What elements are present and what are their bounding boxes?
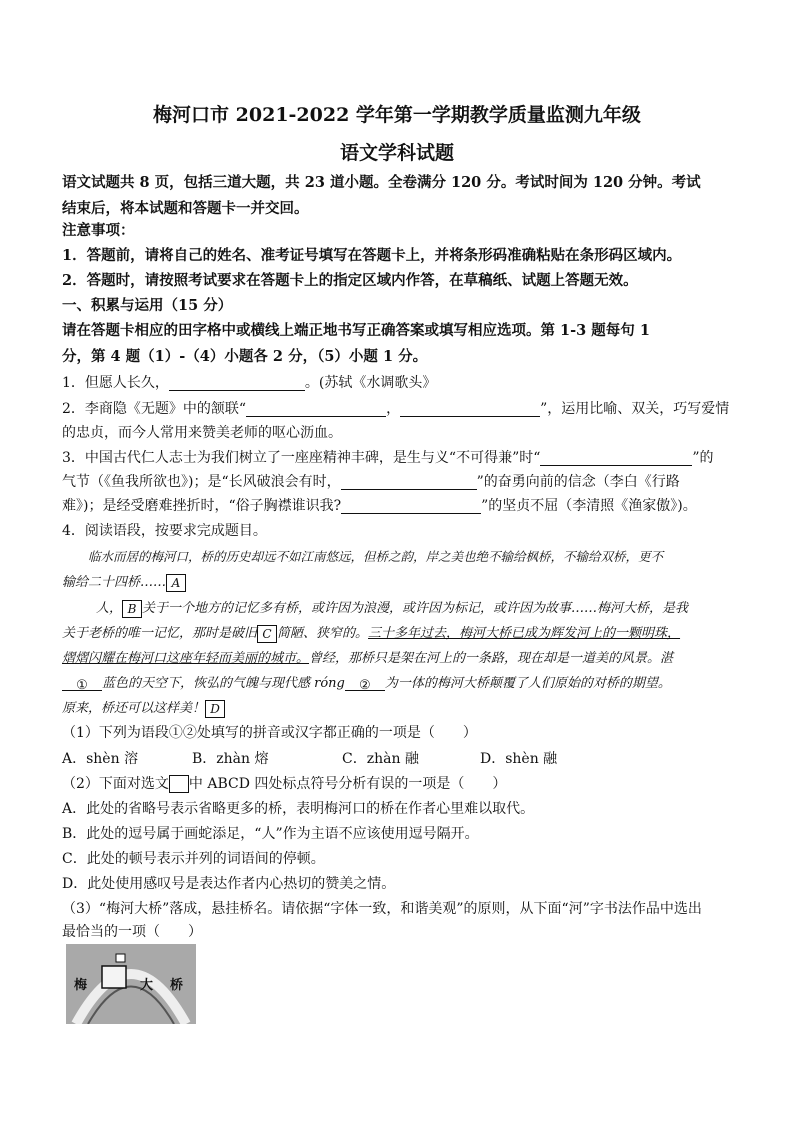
- mark-box-c: C: [257, 625, 277, 643]
- mark-box-d: D: [205, 700, 225, 718]
- question-3-line-2: 气节（《鱼我所欲也》)；是“长风破浪会有时， ”的奋勇向前的信念（李白《行路: [62, 474, 680, 490]
- sub-question-1: （1）下列为语段①②处填写的拼音或汉字都正确的一项是（ ）: [62, 725, 477, 741]
- option-b[interactable]: B．zhàn 熔: [192, 751, 269, 767]
- question-2-cont: 的忠贞，而今人常用来赞美老师的呕心沥血。: [62, 425, 342, 441]
- exam-title: 梅河口市 2021-2022 学年第一学期教学质量监测九年级: [153, 104, 641, 126]
- photo-char-3: 桥: [170, 978, 184, 993]
- passage-line-5: 熠熠闪耀在梅河口这座年轻而美丽的城市。曾经，那桥只是架在河上的一条路，现在却是一道美的风景。湛: [62, 651, 674, 666]
- passage-line-4: 关于老桥的唯一记忆，那时是破旧 C 简陋、狭窄的。三十多年过去，梅河大桥已成为辉发河上的一颗明珠，: [62, 626, 681, 641]
- notice-heading: 注意事项：: [62, 222, 135, 239]
- intro-line-1: 语文试题共 8 页，包括三道大题，共 23 道小题。全卷满分 120 分。考试时间为 120 分钟。考试: [62, 174, 701, 191]
- sub-question-1-options: [62, 749, 557, 769]
- answer-blank[interactable]: [540, 451, 692, 466]
- question-2: 2．李商隐《无题》中的颔联“ ， ”，运用比喻、双关，巧写爱情: [62, 401, 730, 417]
- answer-blank[interactable]: [400, 402, 540, 417]
- intro-line-2: 结束后，将本试题和答题卡一并交回。: [62, 200, 309, 217]
- sub-question-2-option-c: C．此处的顿号表示并列的词语间的停顿。: [62, 851, 325, 867]
- mark-box-a: A: [166, 574, 186, 592]
- sub-question-3: （3）“梅河大桥”落成，悬挂桥名。请依据“字体一致，和谐美观”的原则，从下面“河”字书法作品中选出: [62, 901, 702, 917]
- passage-line-1: 临水而居的梅河口，桥的历史却远不如江南悠远，但桥之韵，岸之美也绝不输给枫桥，不输给双桥，更不: [88, 549, 664, 564]
- answer-blank[interactable]: [169, 376, 305, 391]
- question-3-line-3: 难》)；是经受磨难挫折时，“俗子胸襟谁识我? ”的坚贞不屈（李清照《渔家傲》)。: [62, 498, 697, 514]
- answer-blank[interactable]: [246, 402, 386, 417]
- question-4: 4．阅读语段，按要求完成题目。: [62, 523, 267, 539]
- sub-question-2-option-d: D．此处使用感叹号是表达作者内心热切的赞美之情。: [62, 876, 396, 892]
- question-1: 1．但愿人长久， 。(苏轼《水调歌头》: [62, 375, 437, 391]
- passage-line-3: 人， B 关于一个地方的记忆多有桥，或许因为浪漫，或许因为标记，或许因为故事……梅河大桥，是我: [96, 601, 689, 616]
- notice-1: 1．答题前，请将自己的姓名、准考证号填写在答题卡上，并将条形码准确粘贴在条形码区域内。: [62, 247, 682, 264]
- option-c[interactable]: C．zhàn 融: [342, 751, 419, 767]
- answer-blank[interactable]: [341, 499, 481, 514]
- sub-question-2-option-a: A．此处的省略号表示省略更多的桥，表明梅河口的桥在作者心里难以取代。: [62, 801, 535, 817]
- exam-subtitle: 语文学科试题: [339, 142, 454, 164]
- bridge-photo: [66, 944, 196, 1024]
- sub-question-3-cont: 最恰当的一项（ ）: [62, 924, 202, 940]
- mark-box-b: B: [122, 600, 142, 618]
- instruction-2: 分，第 4 题（1）-（4）小题各 2 分，（5）小题 1 分。: [62, 348, 428, 365]
- passage-line-6: ① 蓝色的天空下，恢弘的气魄与现代感 róng ② 为一体的梅河大桥颠覆了人们原始的对桥的期望。: [62, 674, 671, 694]
- passage-line-2: 输给二十四桥…… A: [62, 573, 186, 593]
- passage-line-7: 原来，桥还可以这样美！ D: [62, 699, 225, 719]
- sub-question-2-option-b: B．此处的逗号属于画蛇添足，“人”作为主语不应该使用逗号隔开。: [62, 826, 479, 842]
- photo-char-1: 梅: [74, 978, 88, 993]
- question-3: 3．中国古代仁人志士为我们树立了一座座精神丰碑，是生与义“不可得兼”时“ ”的: [62, 450, 714, 466]
- blank-1[interactable]: ①: [62, 676, 102, 691]
- answer-blank[interactable]: [341, 475, 477, 490]
- photo-char-2: 大: [140, 978, 154, 993]
- blank-box: [169, 775, 189, 793]
- blank-2[interactable]: ②: [345, 676, 385, 691]
- notice-2: 2．答题时，请按照考试要求在答题卡上的指定区域内作答，在草稿纸、试题上答题无效。: [62, 272, 638, 289]
- option-d[interactable]: D．shèn 融: [480, 751, 558, 767]
- option-a[interactable]: A．shèn 溶: [62, 751, 139, 767]
- instruction-1: 请在答题卡相应的田字格中或横线上端正地书写正确答案或填写相应选项。第 1-3 题每句 1: [62, 322, 650, 339]
- section-heading: 一、积累与运用（15 分）: [62, 297, 233, 314]
- sub-question-2: （2）下面对选文 中 ABCD 四处标点符号分析有误的一项是（ ）: [62, 776, 507, 792]
